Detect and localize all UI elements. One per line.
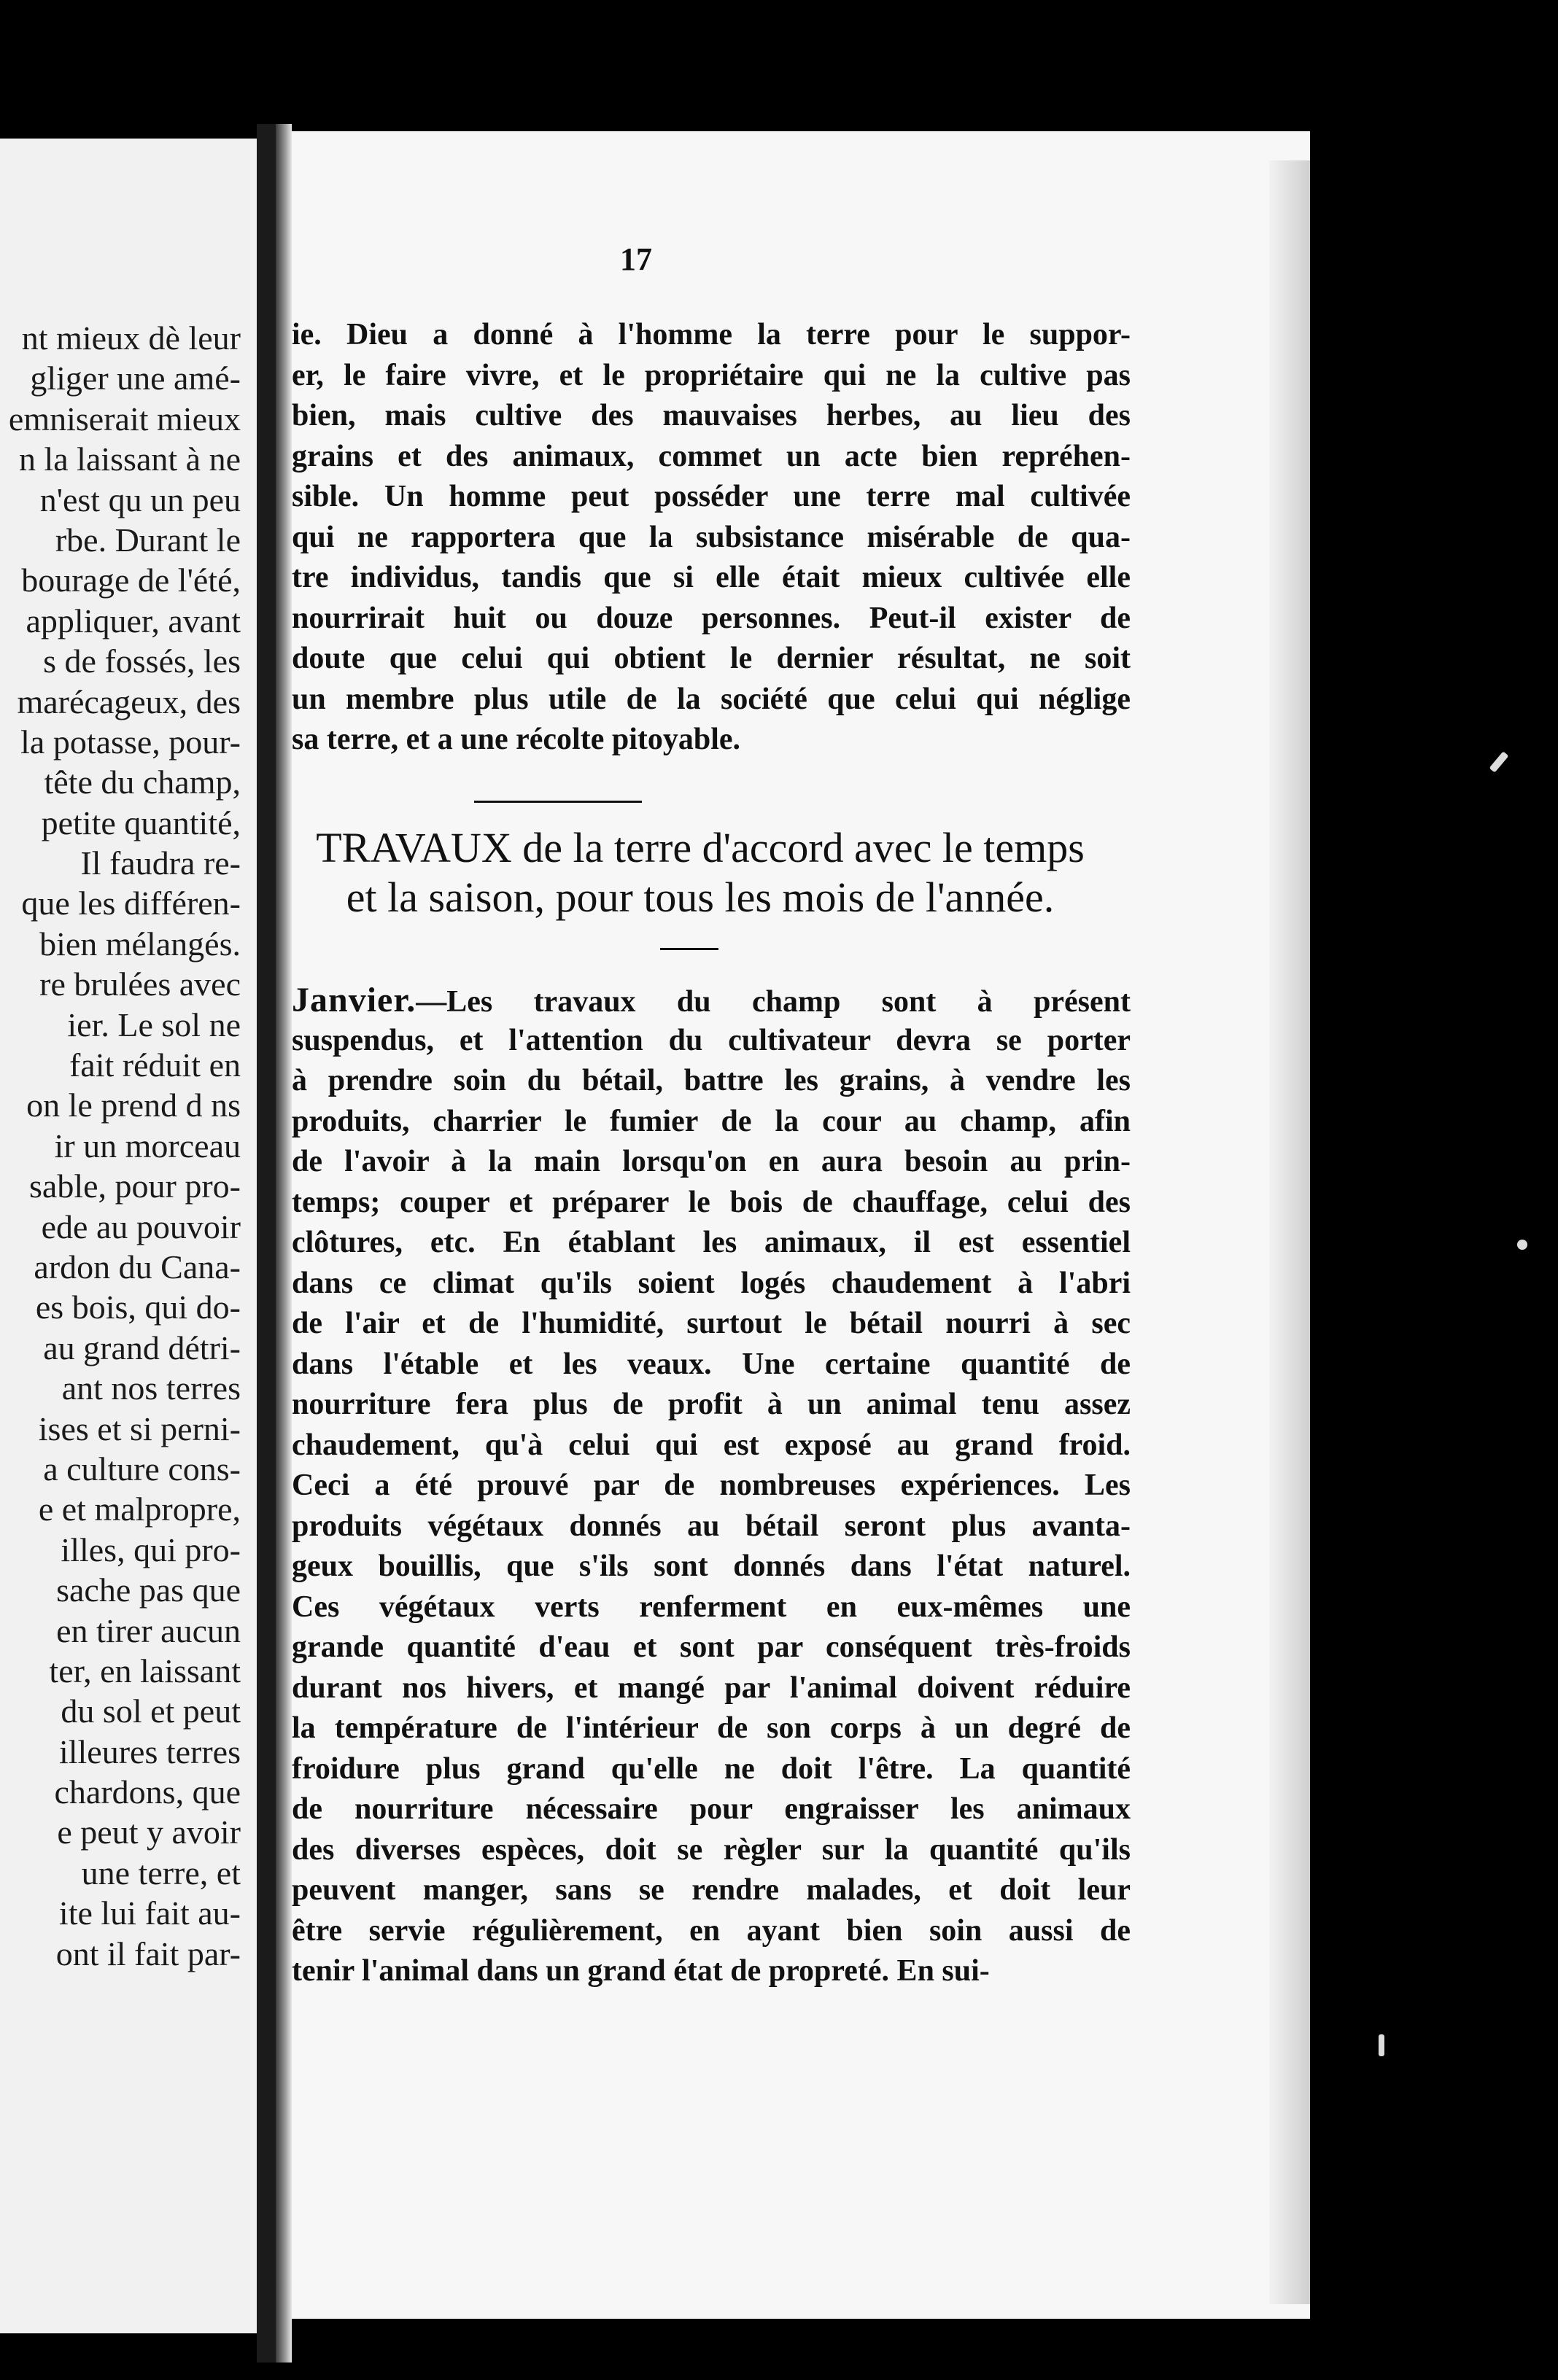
text-line: petite quantité,	[41, 804, 241, 841]
left-page-text	[9, 318, 241, 1974]
text-line: tre individus, tandis que si elle était mieux cultivée elle	[292, 561, 1131, 594]
text-line: de l'avoir à la main lorsqu'on en aura besoin au prin-	[292, 1145, 1131, 1178]
text-line: chardons, que	[54, 1773, 241, 1811]
heading-short-rule	[660, 948, 718, 950]
text-line: temps; couper et préparer le bois de chauffage, celui des	[292, 1185, 1131, 1219]
text-line: bien mélangés.	[39, 925, 241, 962]
text-line: ant nos terres	[61, 1369, 241, 1407]
text-line: tête du champ,	[44, 763, 241, 801]
text-line: Ceci a été prouvé par de nombreuses expériences. Les	[292, 1469, 1131, 1502]
text-line: marécageux, des	[17, 682, 241, 720]
text-line: illes, qui pro-	[61, 1531, 241, 1568]
text-line: tenir l'animal dans un grand état de propreté. En sui-	[292, 1954, 990, 1988]
text-line: la température de l'intérieur de son corps à un degré de	[292, 1711, 1131, 1745]
paragraph-janvier	[292, 980, 1131, 1992]
text-line: nt mieux dè leur	[21, 319, 241, 357]
text-line: er, le faire vivre, et le propriétaire qui ne la cultive pas	[292, 358, 1131, 392]
text-line: qui ne rapportera que la subsistance misérable de qua-	[292, 520, 1131, 554]
text-line: un membre plus utile de la société que celui qui néglige	[292, 682, 1131, 716]
section-divider-rule	[474, 801, 642, 803]
text-line: sa terre, et a une récolte pitoyable.	[292, 723, 741, 756]
text-line: geux bouillis, que s'ils sont donnés dans l'état naturel.	[292, 1549, 1131, 1583]
text-line: ede au pouvoir	[41, 1208, 241, 1245]
text-line: fait réduit en	[69, 1046, 241, 1084]
month-label: Janvier.	[292, 981, 416, 1019]
text-line: de l'air et de l'humidité, surtout le bétail nourri à sec	[292, 1307, 1131, 1340]
book-gutter	[257, 124, 276, 2362]
month-intro-text: —Les travaux du champ sont à présent	[416, 985, 1131, 1019]
text-line: chaudement, qu'à celui qui est exposé au grand froid.	[292, 1428, 1131, 1462]
text-line: du sol et peut	[61, 1692, 241, 1730]
text-line: grains et des animaux, commet un acte bien repréhen-	[292, 439, 1131, 473]
text-line: nourrirait huit ou douze personnes. Peut-il exister de	[292, 601, 1131, 635]
text-line: a culture cons-	[43, 1450, 241, 1488]
text-line: suspendus, et l'attention du cultivateur devra se porter	[292, 1023, 1131, 1057]
scan-speck	[1379, 2034, 1384, 2056]
text-line: Ces végétaux verts renferment en eux-mêmes une	[292, 1590, 1131, 1624]
text-line: durant nos hivers, et mangé par l'animal doivent réduire	[292, 1671, 1131, 1705]
page-edge	[1269, 160, 1310, 2304]
text-line: dans ce climat qu'ils soient logés chaudement à l'abri	[292, 1266, 1131, 1300]
text-line: e et malpropre,	[38, 1490, 241, 1528]
text-line: une terre, et	[81, 1854, 241, 1891]
text-line: dans l'étable et les veaux. Une certaine quantité de	[292, 1347, 1131, 1381]
text-line: en tirer aucun	[56, 1611, 241, 1649]
text-line: emniserait mieux	[8, 400, 241, 438]
text-line: ardon du Cana-	[34, 1248, 241, 1286]
text-line: sable, pour pro-	[29, 1167, 241, 1205]
text-line: on le prend d ns	[26, 1086, 241, 1124]
text-line: e peut y avoir	[57, 1813, 241, 1851]
page-number: 17	[620, 241, 652, 277]
text-line: grande quantité d'eau et sont par conséquent très-froids	[292, 1630, 1131, 1664]
text-line: ont il fait par-	[55, 1934, 241, 1972]
text-line: gliger une amé-	[30, 359, 241, 397]
left-page	[0, 139, 257, 2333]
section-heading-line-2: et la saison, pour tous les mois de l'année.	[346, 874, 1055, 921]
text-line	[292, 980, 1131, 1021]
text-line: rbe. Durant le	[55, 521, 241, 559]
text-line: ir un morceau	[54, 1127, 241, 1164]
text-line: peuvent manger, sans se rendre malades, et doit leur	[292, 1873, 1131, 1907]
text-line: sache pas que	[56, 1571, 241, 1609]
text-line: ter, en laissant	[49, 1652, 241, 1689]
text-line: bien, mais cultive des mauvaises herbes, au lieu des	[292, 399, 1131, 432]
text-line: ie. Dieu a donné à l'homme la terre pour le suppor-	[292, 318, 1131, 351]
text-line: ier. Le sol ne	[67, 1006, 241, 1043]
text-line: être servie régulièrement, en ayant bien soin aussi de	[292, 1913, 1131, 1948]
text-line: nourriture fera plus de profit à un animal tenu assez	[292, 1388, 1131, 1421]
text-line: bourage de l'été,	[21, 561, 241, 599]
text-line: Il faudra re-	[80, 844, 241, 882]
text-line: n la laissant à ne	[18, 440, 241, 478]
text-line: des diverses espèces, doit se règler sur la quantité qu'ils	[292, 1832, 1131, 1867]
text-line: au grand détri-	[43, 1329, 241, 1366]
text-line: de nourriture nécessaire pour engraisser les animaux	[292, 1792, 1131, 1826]
text-line: que les différen-	[21, 884, 241, 922]
text-line: la potasse, pour-	[20, 723, 241, 761]
text-line: es bois, qui do-	[35, 1288, 241, 1326]
text-line: produits végétaux donnés au bétail seront plus avanta-	[292, 1509, 1131, 1543]
text-line: clôtures, etc. En établant les animaux, il est essentiel	[292, 1226, 1131, 1259]
text-line: ite lui fait au-	[58, 1894, 241, 1932]
scan-speck	[1517, 1240, 1527, 1250]
text-line: sible. Un homme peut posséder une terre mal cultivée	[292, 480, 1131, 513]
section-heading-line-1: TRAVAUX de la terre d'accord avec le temps	[316, 824, 1085, 871]
text-line: froidure plus grand qu'elle ne doit l'être. La quantité	[292, 1751, 1131, 1786]
scan-speck	[1489, 751, 1509, 772]
text-line: à prendre soin du bétail, battre les grains, à vendre les	[292, 1064, 1131, 1097]
text-line: doute que celui qui obtient le dernier résultat, ne soit	[292, 642, 1131, 675]
text-line: n'est qu un peu	[39, 481, 241, 518]
text-line: re brulées avec	[39, 965, 241, 1003]
text-line: ises et si perni-	[38, 1409, 241, 1447]
text-line: produits, charrier le fumier de la cour au champ, afin	[292, 1104, 1131, 1138]
text-line: appliquer, avant	[26, 602, 241, 639]
text-line: illeures terres	[58, 1732, 241, 1770]
paragraph-conclusion	[292, 315, 1131, 761]
text-line: s de fossés, les	[43, 642, 241, 680]
gutter-shadow	[276, 124, 292, 2362]
